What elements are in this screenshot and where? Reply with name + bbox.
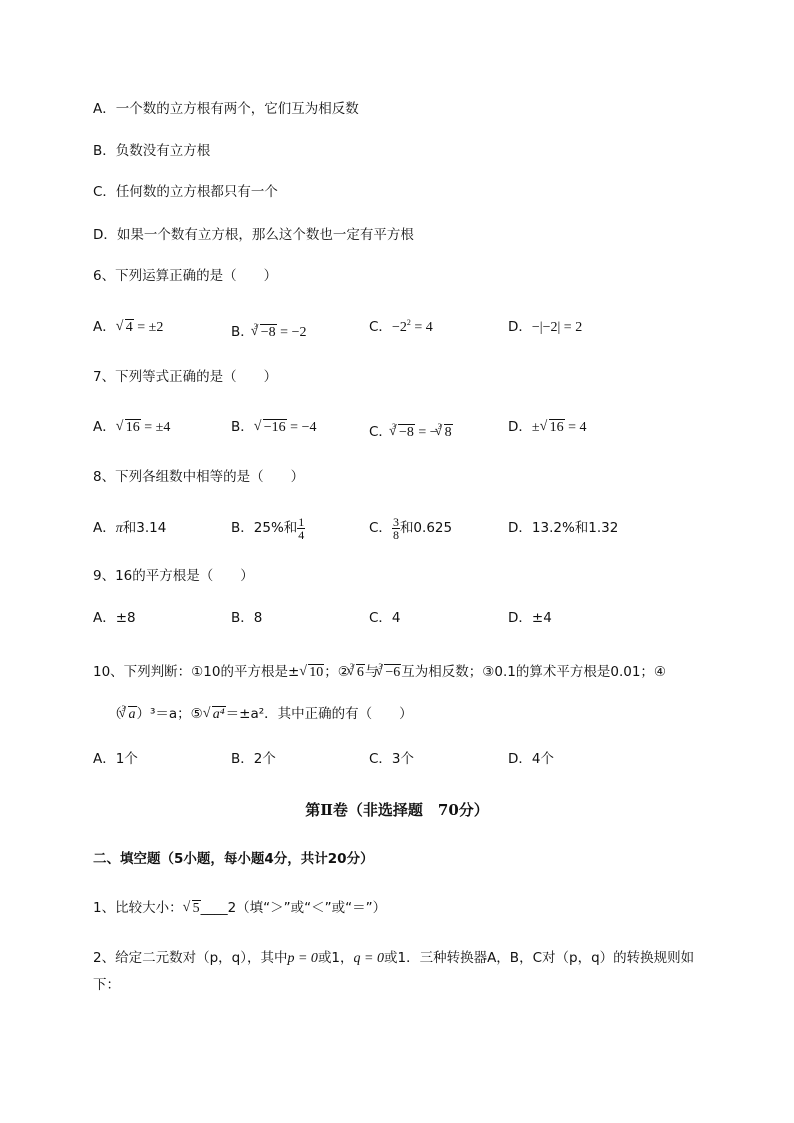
fraction: $\frac{3}{8}$	[392, 514, 399, 542]
q9-option-d: D．±4	[508, 610, 552, 626]
q7-option-b: B．√ −16 = −4	[231, 415, 316, 440]
cube-root-symbol: √ a	[119, 705, 137, 725]
q7-stem: 7、下列等式正确的是（ ）	[93, 369, 278, 385]
q8-option-c: C． $\frac{3}{8}$ 和0.625	[369, 514, 453, 542]
sqrt-symbol: √ 16	[540, 416, 565, 440]
q6-option-b: B．$^3$√ −8 = −2	[231, 315, 306, 345]
q7-option-c: C．$^3$√ −8 = −$^3$√ 8	[369, 415, 453, 445]
fill-question-1: 1、比较大小：√ 5____2（填“＞”或“＜”或“＝”）	[93, 898, 386, 919]
q9-options	[93, 606, 743, 630]
q10-option-a: A．1个	[93, 751, 138, 767]
q10-option-c: C．3个	[369, 751, 415, 767]
section-title: 第Ⅱ卷（非选择题 70分）	[305, 801, 489, 819]
q5-option-b: B．负数没有立方根	[93, 143, 211, 159]
cube-root-symbol: √ −8	[389, 421, 415, 445]
fraction: $\frac{1}{4}$	[298, 514, 305, 542]
q7-option-d: D．±√ 16 = 4	[508, 415, 587, 440]
q5-option-d: D．如果一个数有立方根，那么这个数也一定有平方根	[93, 227, 414, 243]
q10-stem-line1: 10、下列判断：①10的平方根是±√ 10；②$^3$√ 6与$^3$√ −6互为相反数；③0.1的算术平方根是0.01；④	[93, 657, 666, 683]
q10-options	[93, 747, 743, 771]
answer-blank: ____	[200, 900, 228, 916]
q6-option-d: D．−|−2| = 2	[508, 319, 583, 335]
q6-option-c: C．$-2^2 = 4$	[369, 318, 433, 335]
q8-options	[93, 513, 743, 543]
sqrt-symbol: √ 5	[183, 899, 201, 919]
sqrt-symbol: √ −16	[254, 416, 287, 440]
q9-option-a: A．±8	[93, 610, 136, 626]
cube-root-symbol: √ −6	[375, 663, 401, 683]
q8-option-d: D．13.2%和1.32	[508, 520, 619, 536]
q6-stem: 6、下列运算正确的是（ ）	[93, 268, 278, 284]
fill-question-2-line1: 2、给定二元数对（p，q），其中p = 0或1，q = 0或1．三种转换器A，B，C对（p，q）的转换规则如	[93, 950, 695, 966]
sqrt-symbol: √ 10	[299, 663, 324, 683]
q7-options	[93, 415, 743, 439]
q9-option-c: C．4	[369, 610, 401, 626]
fill-question-2-line2: 下：	[93, 977, 120, 993]
q6-options	[93, 315, 743, 339]
q8-stem: 8、下列各组数中相等的是（ ）	[93, 469, 305, 485]
cube-root-symbol: √ 8	[435, 421, 453, 445]
q5-option-c: C．任何数的立方根都只有一个	[93, 184, 278, 200]
q6-option-a: A．√ 4 = ±2	[93, 315, 163, 340]
q10-option-d: D．4个	[508, 751, 554, 767]
sqrt-symbol: √ a⁴	[203, 705, 226, 725]
sqrt-symbol: √ 4	[116, 316, 134, 340]
cube-root-symbol: √ 6	[347, 663, 365, 683]
cube-root-symbol: √ −8	[251, 321, 277, 345]
q9-option-b: B．8	[231, 610, 263, 626]
q8-option-a: A．π和3.14	[93, 520, 167, 536]
q7-option-a: A．√ 16 = ±4	[93, 415, 170, 440]
sqrt-symbol: √ 16	[116, 416, 141, 440]
q9-stem: 9、16的平方根是（ ）	[93, 568, 254, 584]
q5-option-a: A．一个数的立方根有两个，它们互为相反数	[93, 101, 359, 117]
q8-option-b: B．25%和 $\frac{1}{4}$	[231, 514, 305, 542]
q10-option-b: B．2个	[231, 751, 276, 767]
part2-heading: 二、填空题（5小题，每小题4分，共计20分）	[93, 851, 374, 867]
q10-stem-line2: （$^3$√ a）³＝a；⑤√ a⁴＝±a²．其中正确的有（ ）	[108, 699, 413, 725]
